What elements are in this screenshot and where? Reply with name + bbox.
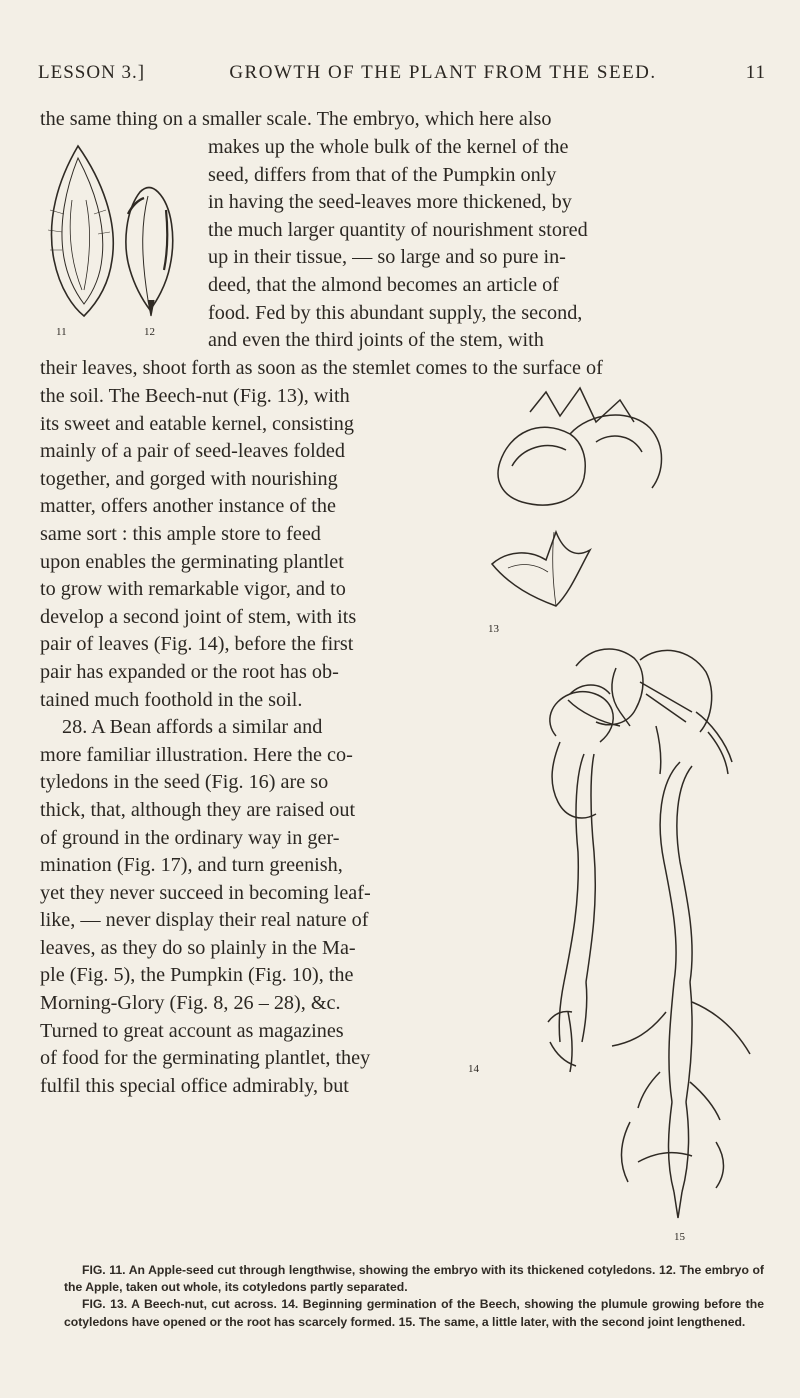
text-line: develop a second joint of stem, with its [40, 605, 357, 628]
page-number: 11 [745, 62, 766, 83]
text-line: seed, differs from that of the Pumpkin only [208, 163, 557, 186]
text-line: up in their tissue, — so large and so pure in- [208, 246, 566, 269]
text-line: its sweet and eatable kernel, consisting [40, 412, 354, 435]
fig-12-label: 12 [144, 326, 155, 338]
text-line: makes up the whole bulk of the kernel of the [208, 136, 569, 158]
running-header [38, 62, 766, 92]
text-line: pair has expanded or the root has ob- [40, 660, 339, 683]
paragraph-28-start: 28. A Bean affords a similar and [62, 716, 323, 739]
text-line: leaves, as they do so plainly in the Ma- [40, 936, 356, 959]
text-line: mainly of a pair of seed-leaves folded [40, 440, 345, 463]
text-line: matter, offers another instance of the [40, 495, 336, 518]
text-line: Morning-Glory (Fig. 8, 26 – 28), &c. [40, 992, 341, 1015]
text-line: thick, that, although they are raised out [40, 798, 356, 821]
svg-text:14: 14 [468, 1063, 479, 1075]
beech-germination-early-drawing [568, 649, 712, 774]
text-line: like, — never display their real nature of [40, 909, 369, 932]
text-line: and even the third joints of the stem, with [208, 329, 544, 352]
text-line: of ground in the ordinary way in ger- [40, 826, 340, 849]
text-line: yet they never succeed in becoming leaf- [40, 881, 371, 904]
chapter-title: GROWTH OF THE PLANT FROM THE SEED. [229, 62, 657, 83]
top-line-block [40, 106, 764, 134]
left-text-column [40, 383, 460, 1100]
apple-seed-section-drawing [48, 146, 113, 316]
beech-germination-illustrations [460, 382, 770, 1248]
text-line: their leaves, shoot forth as soon as the stemlet comes to the surface of [40, 357, 603, 379]
text-line: together, and gorged with nourishing [40, 467, 338, 490]
text-line: of food for the germinating plantlet, they [40, 1047, 371, 1070]
lesson-label: LESSON 3.] [38, 62, 146, 83]
beech-germination-later-drawing [612, 712, 750, 1218]
text-beside-small-figures [208, 134, 768, 355]
text-line: ple (Fig. 5), the Pumpkin (Fig. 10), the [40, 964, 354, 987]
text-line: the same thing on a smaller scale. The embryo, which here also [40, 108, 552, 130]
apple-embryo-drawing [126, 188, 173, 317]
text-line: the soil. The Beech-nut (Fig. 13), with [40, 385, 350, 407]
apple-seed-illustrations [40, 140, 200, 340]
full-width-line-block [40, 355, 764, 383]
caption-paragraph: FIG. 11. An Apple-seed cut through lengthwise, showing the embryo with its thickened cotyledons. 12. The embryo of the Apple, taken out whole, its cotyledons partly separated. [64, 1263, 764, 1295]
text-line: food. Fed by this abundant supply, the second, [208, 301, 583, 324]
text-line: tyledons in the seed (Fig. 16) are so [40, 771, 329, 794]
caption-paragraph: FIG. 13. A Beech-nut, cut across. 14. Beginning germination of the Beech, showing the plumule growing before the cotyledons have opened or the root has scarcely formed. 15. The same, a little later, with the second joint lengthened. [64, 1297, 764, 1329]
text-line: fulfil this special office admirably, but [40, 1074, 349, 1097]
text-line: pair of leaves (Fig. 14), before the first [40, 633, 354, 656]
text-line: in having the seed-leaves more thickened, by [208, 191, 572, 214]
text-line: tained much foothold in the soil. [40, 688, 303, 711]
svg-text:13: 13 [488, 623, 499, 635]
text-line: Turned to great account as magazines [40, 1019, 344, 1042]
fig-11-label: 11 [56, 326, 67, 338]
text-line: the much larger quantity of nourishment stored [208, 218, 588, 241]
figure-caption [64, 1262, 764, 1331]
figures-11-12 [40, 140, 200, 340]
text-line: mination (Fig. 17), and turn greenish, [40, 854, 343, 877]
text-line: to grow with remarkable vigor, and to [40, 578, 346, 601]
beech-seedling-drawing [548, 685, 613, 1072]
beech-nut-section-drawing [492, 388, 662, 606]
text-line: more familiar illustration. Here the co- [40, 743, 353, 766]
text-line: same sort : this ample store to feed [40, 522, 321, 545]
figures-13-14-15 [460, 382, 770, 1248]
text-line: deed, that the almond becomes an article of [208, 273, 559, 296]
svg-text:15: 15 [674, 1231, 685, 1243]
text-line: upon enables the germinating plantlet [40, 550, 344, 573]
